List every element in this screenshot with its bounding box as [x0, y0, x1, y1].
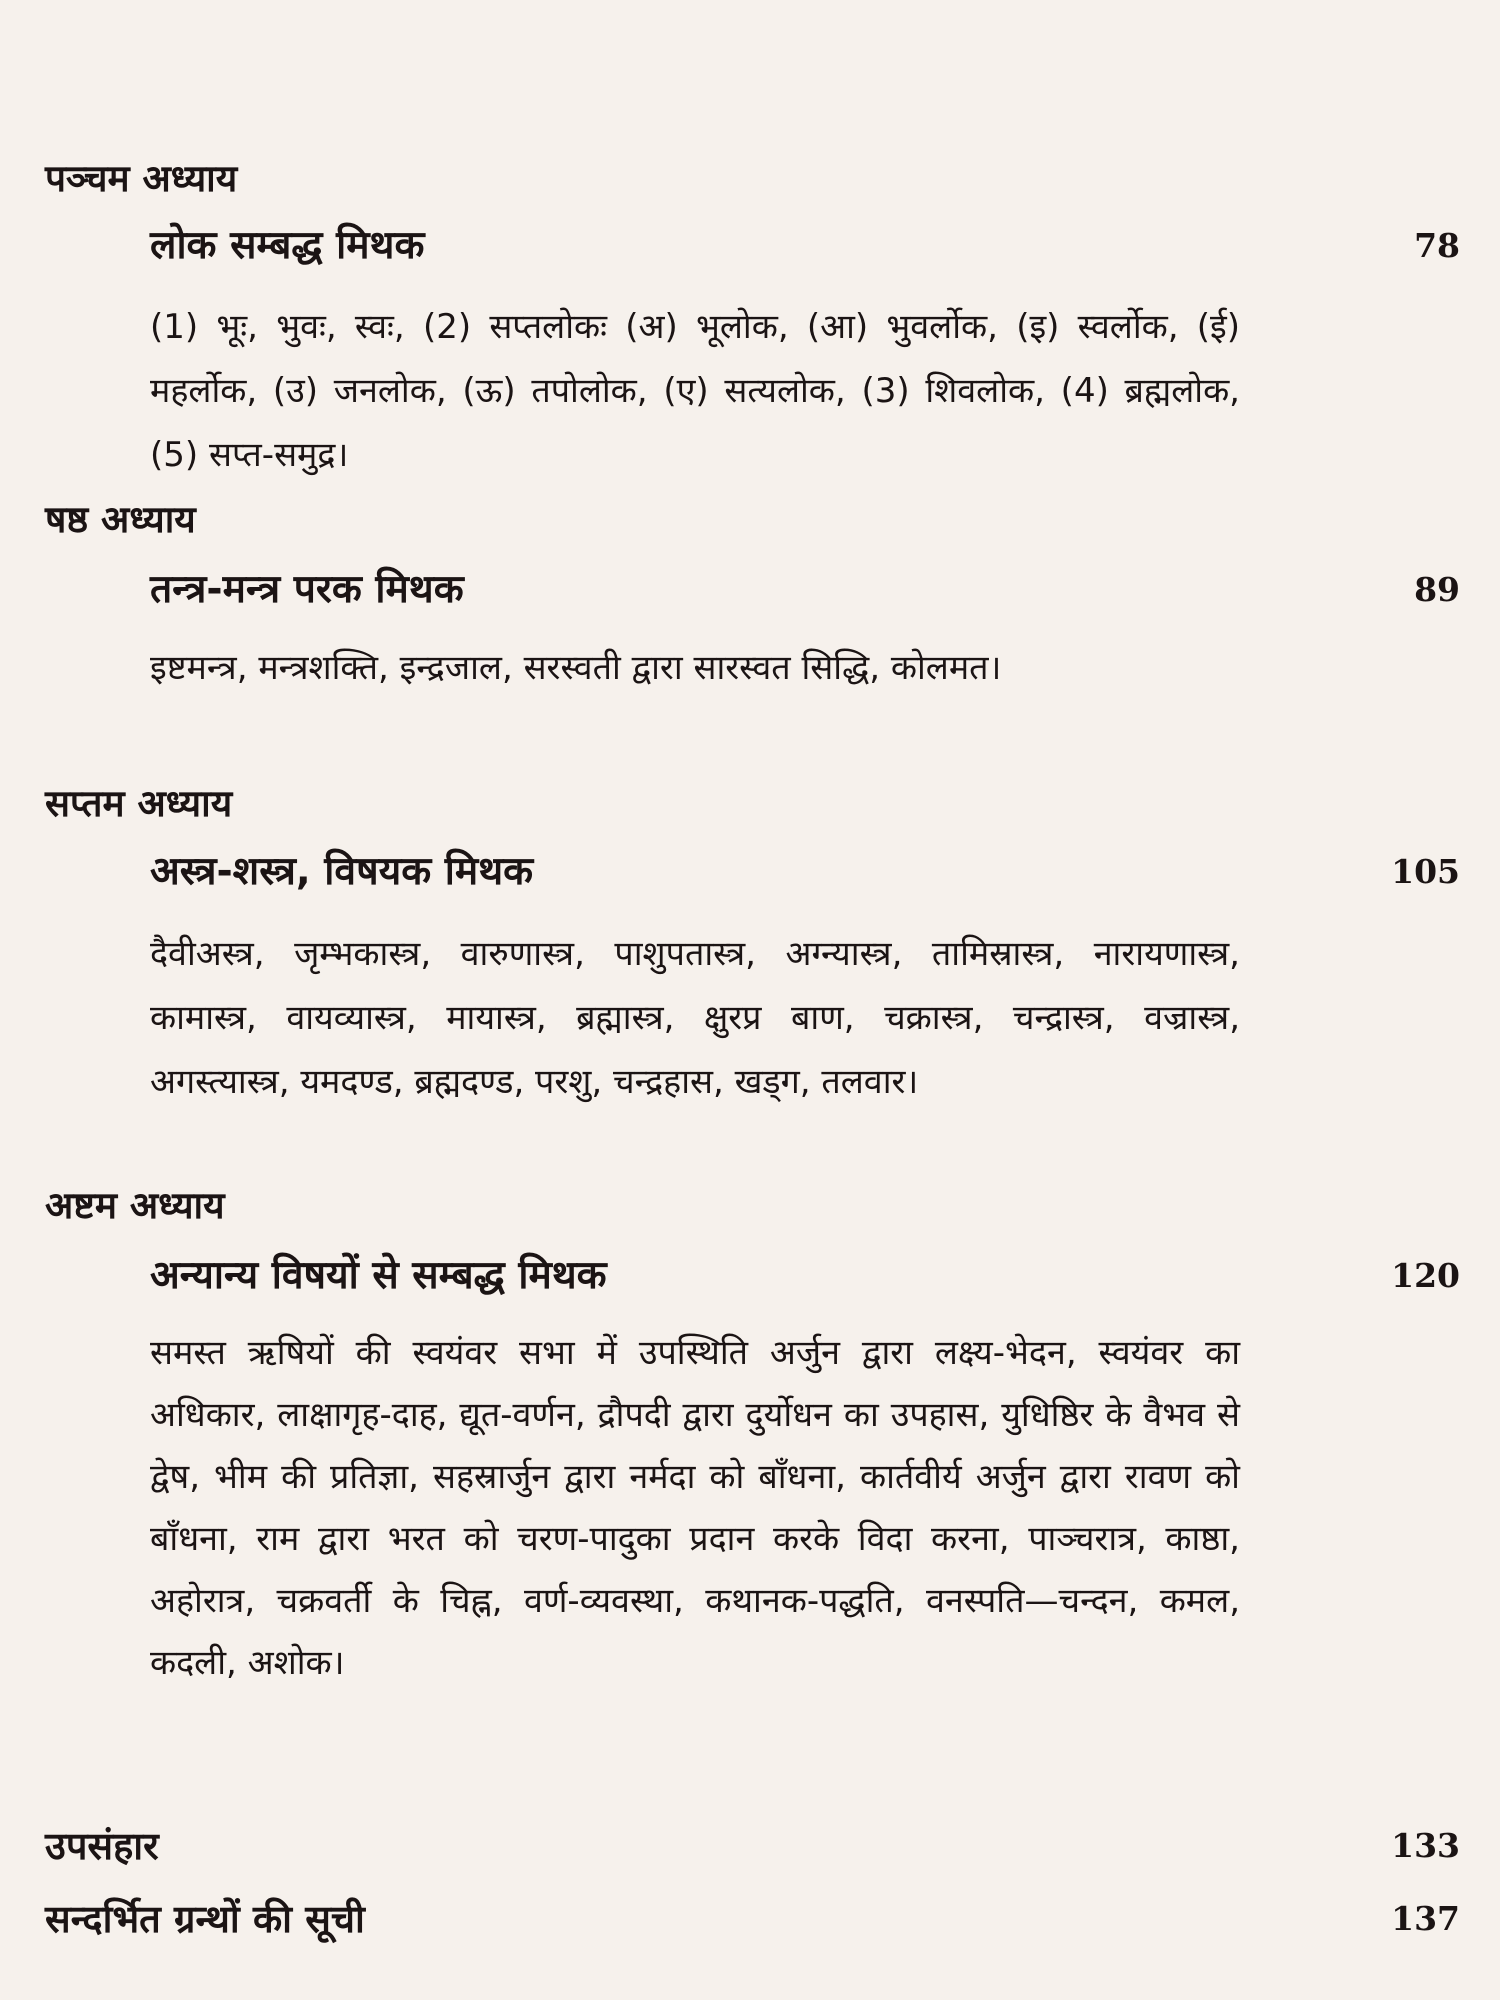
- entry-contents: (1) भूः, भुवः, स्वः, (2) सप्तलोकः (अ) भूलोक, (आ) भुवर्लोक, (इ) स्वर्लोक, (ई) महर्लोक, (उ) जनलोक, (ऊ) तपोलोक, (ए) सत्यलोक, (3) शिवलोक, (4) ब्रह्मलोक, (5) सप्त-समुद्र।: [150, 307, 1240, 475]
- toc-entry: [150, 846, 1460, 898]
- page-number: 120: [1391, 1256, 1460, 1295]
- entry-contents: इष्टमन्त्र, मन्त्रशक्ति, इन्द्रजाल, सरस्वती द्वारा सारस्वत सिद्धि, कोलमत।: [150, 648, 1002, 688]
- page-number: 133: [1391, 1826, 1460, 1865]
- toc-entry-epilogue: [45, 1820, 1460, 1872]
- entry-title: लोक सम्बद्ध मिथक: [150, 223, 425, 268]
- entry-title: उपसंहार: [45, 1824, 159, 1868]
- chapter-heading: षष्ठ अध्याय: [45, 498, 196, 541]
- entry-title: अन्यान्य विषयों से सम्बद्ध मिथक: [150, 1253, 607, 1298]
- chapter-heading: पञ्चम अध्याय: [45, 157, 238, 200]
- entry-title: अस्त्र-शस्त्र, विषयक मिथक: [150, 849, 534, 894]
- entry-title: तन्त्र-मन्त्र परक मिथक: [150, 567, 464, 612]
- toc-entry: [150, 564, 1460, 616]
- toc-entry-bibliography: [45, 1893, 1460, 1945]
- page-number: 105: [1391, 852, 1460, 891]
- page-number: 137: [1391, 1899, 1460, 1938]
- entry-contents: समस्त ऋषियों की स्वयंवर सभा में उपस्थिति अर्जुन द्वारा लक्ष्य-भेदन, स्वयंवर का अधिकार, लाक्षागृह-दाह, द्यूत-वर्णन, द्रौपदी द्वारा दुर्योधन का उपहास, युधिष्ठिर के वैभव से द्वेष, भीम की प्रतिज्ञा, सहस्रार्जुन द्वारा नर्मदा को बाँधना, कार्तवीर्य अर्जुन द्वारा रावण को बाँधना, राम द्वारा भरत को चरण-पादुका प्रदान करके विदा करना, पाञ्चरात्र, काष्ठा, अहोरात्र, चक्रवर्ती के चिह्न, वर्ण-व्यवस्था, कथानक-पद्धति, वनस्पति—चन्दन, कमल, कदली, अशोक।: [150, 1333, 1240, 1683]
- page-number: 89: [1414, 570, 1460, 609]
- page-number: 78: [1414, 226, 1460, 265]
- toc-entry: [150, 220, 1460, 272]
- toc-entry: [150, 1250, 1460, 1302]
- entry-title: सन्दर्भित ग्रन्थों की सूची: [45, 1897, 365, 1941]
- chapter-heading: सप्तम अध्याय: [45, 782, 233, 825]
- chapter-heading: अष्टम अध्याय: [45, 1184, 225, 1227]
- entry-contents: दैवीअस्त्र, जृम्भकास्त्र, वारुणास्त्र, पाशुपतास्त्र, अग्न्यास्त्र, तामिस्रास्त्र, नारायणास्त्र, कामास्त्र, वायव्यास्त्र, मायास्त्र, ब्रह्मास्त्र, क्षुरप्र बाण, चक्रास्त्र, चन्द्रास्त्र, वज्रास्त्र, अगस्त्यास्त्र, यमदण्ड, ब्रह्मदण्ड, परशु, चन्द्रहास, खड्ग, तलवार।: [150, 934, 1240, 1102]
